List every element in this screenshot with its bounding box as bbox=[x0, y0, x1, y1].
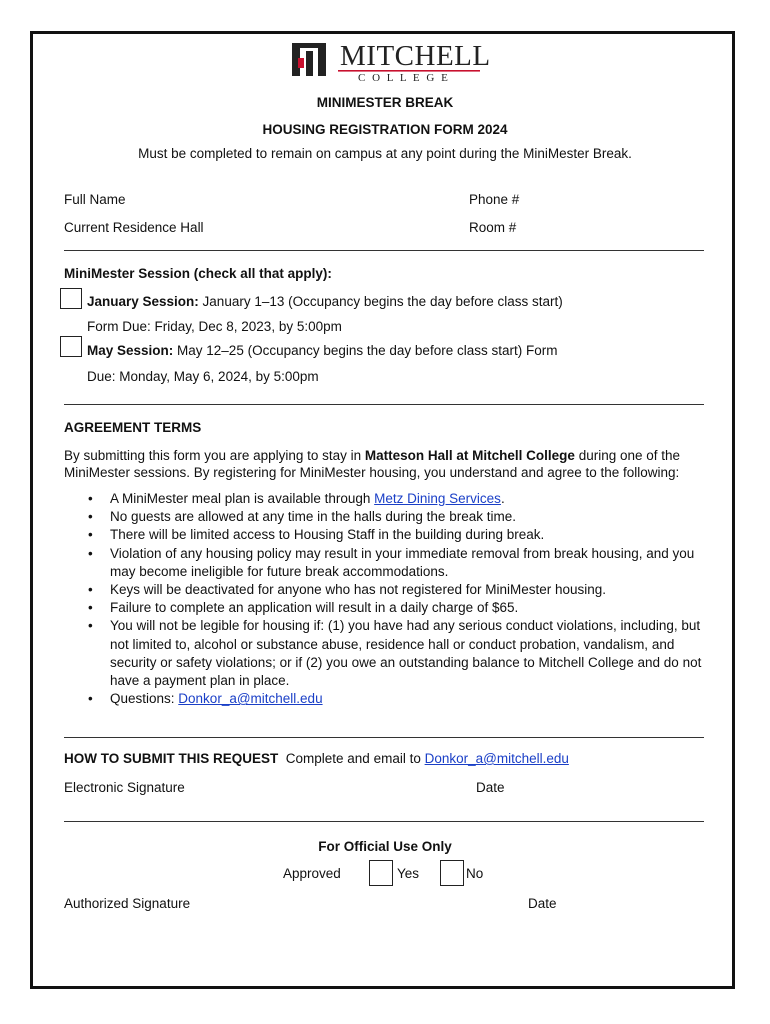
authorized-signature-label[interactable]: Authorized Signature bbox=[64, 896, 191, 911]
list-item bbox=[88, 690, 718, 708]
divider bbox=[64, 404, 704, 405]
intro-pre: By submitting this form you are applying to stay in bbox=[64, 448, 365, 463]
submit-email-link[interactable]: Donkor_a@mitchell.edu bbox=[424, 751, 569, 766]
approved-label: Approved bbox=[283, 866, 341, 881]
intro-post: during one of the bbox=[574, 448, 681, 463]
list-item: • There will be limited access to Housing Staff in the building during break. bbox=[88, 526, 718, 544]
no-checkbox[interactable] bbox=[440, 860, 464, 886]
submit-heading: HOW TO SUBMIT THIS REQUEST bbox=[64, 751, 279, 766]
full-name-label[interactable]: Full Name bbox=[64, 192, 126, 207]
list-item: • No guests are allowed at any time in the halls during the break time. bbox=[88, 508, 718, 526]
phone-label[interactable]: Phone # bbox=[469, 192, 520, 207]
official-use-heading: For Official Use Only bbox=[318, 839, 452, 854]
may-text: May 12–25 (Occupancy begins the day before class start) Form bbox=[173, 343, 558, 358]
intro-bold: Matteson Hall at Mitchell College bbox=[364, 448, 575, 463]
list-item: • You will not be legible for housing if: (1) you have had any serious conduct violations, including, but not limited to, alcohol or substance abuse, residence hall or conduct probation, vandalism, and security or safety violations; or if (2) you owe an outstanding balance to Mitchell College and do not have a payment plan in place. bbox=[88, 617, 718, 690]
mitchell-college-logo bbox=[290, 40, 491, 86]
no-label: No bbox=[466, 866, 484, 881]
may-checkbox[interactable] bbox=[60, 336, 82, 357]
list-item: • Keys will be deactivated for anyone who has not registered for MiniMester housing. bbox=[88, 581, 718, 599]
official-date-label[interactable]: Date bbox=[528, 896, 557, 911]
list-item: • Violation of any housing policy may result in your immediate removal from break housing, and you may become ineligible for future break accommodations. bbox=[88, 545, 718, 581]
may-label: May Session: bbox=[87, 343, 174, 358]
room-label[interactable]: Room # bbox=[469, 220, 517, 235]
january-label: January Session: bbox=[87, 294, 199, 309]
january-session-line bbox=[87, 294, 563, 309]
subtitle: Must be completed to remain on campus at any point during the MiniMester Break. bbox=[138, 146, 632, 161]
residence-hall-label[interactable]: Current Residence Hall bbox=[64, 220, 204, 235]
yes-checkbox[interactable] bbox=[369, 860, 393, 886]
agreement-terms-list bbox=[88, 490, 718, 708]
metz-dining-link[interactable]: Metz Dining Services bbox=[374, 491, 501, 506]
january-text: January 1–13 (Occupancy begins the day before class start) bbox=[198, 294, 563, 309]
list-item bbox=[88, 490, 718, 508]
logo-name: MITCHELL bbox=[340, 40, 491, 72]
electronic-signature-label[interactable]: Electronic Signature bbox=[64, 780, 185, 795]
divider bbox=[64, 250, 704, 251]
title-line-1: MINIMESTER BREAK bbox=[316, 95, 454, 110]
submit-text: Complete and email to bbox=[278, 751, 425, 766]
list-item: • Failure to complete an application will result in a daily charge of $65. bbox=[88, 599, 718, 617]
divider bbox=[64, 821, 704, 822]
may-due: Due: Monday, May 6, 2024, by 5:00pm bbox=[87, 369, 319, 384]
divider bbox=[64, 737, 704, 738]
agreement-intro-line1 bbox=[64, 448, 680, 463]
title-line-2: HOUSING REGISTRATION FORM 2024 bbox=[262, 122, 508, 137]
agreement-heading: AGREEMENT TERMS bbox=[64, 420, 202, 435]
agreement-intro-line2: MiniMester sessions. By registering for MiniMester housing, you understand and agree to the following: bbox=[64, 465, 680, 480]
bullet-text: Questions: bbox=[110, 691, 179, 707]
questions-email-link[interactable]: Donkor_a@mitchell.edu bbox=[178, 691, 323, 707]
bullet-text: . bbox=[500, 491, 505, 506]
submit-instructions bbox=[64, 751, 569, 766]
may-session-line bbox=[87, 343, 557, 358]
january-due: Form Due: Friday, Dec 8, 2023, by 5:00pm bbox=[87, 319, 342, 334]
logo-sub: C O L L E G E bbox=[358, 72, 450, 84]
january-checkbox[interactable] bbox=[60, 288, 82, 309]
signature-date-label[interactable]: Date bbox=[476, 780, 505, 795]
yes-label: Yes bbox=[397, 866, 420, 881]
bullet-text: A MiniMester meal plan is available through bbox=[110, 491, 375, 506]
sessions-heading: MiniMester Session (check all that apply): bbox=[64, 266, 332, 281]
